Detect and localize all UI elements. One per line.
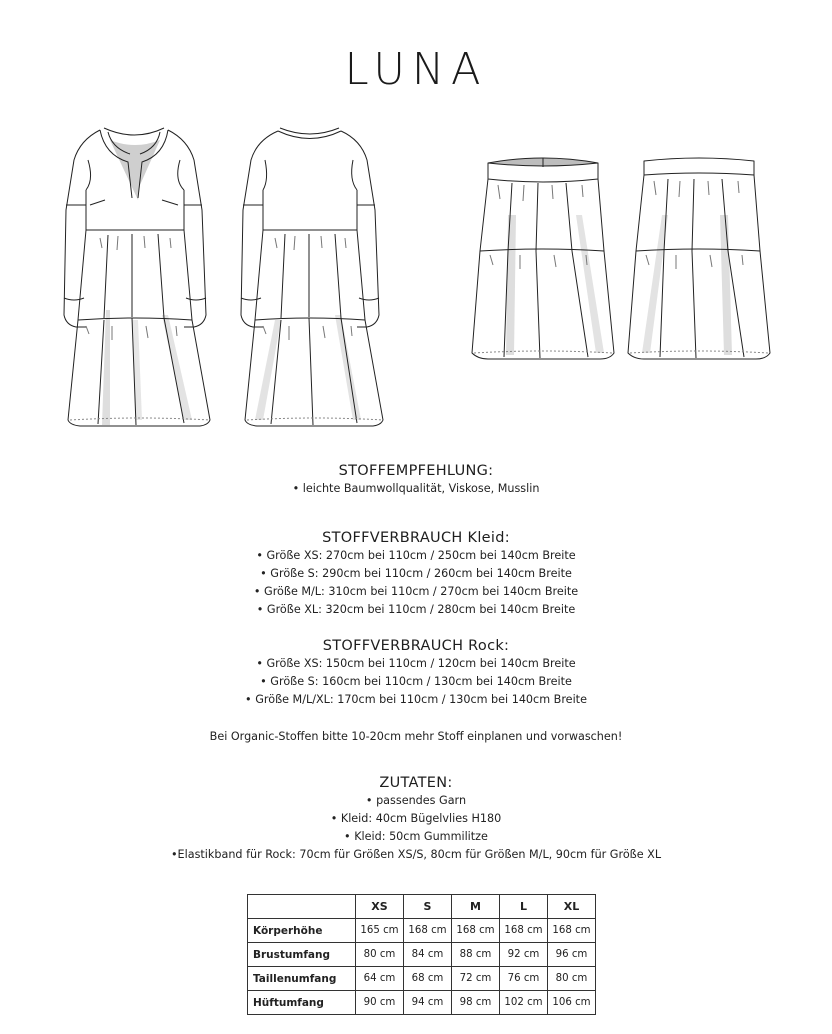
table-cell: 102 cm: [500, 991, 548, 1015]
fabric-skirt-item: • Größe XS: 150cm bei 110cm / 120cm bei 140cm Breite: [256, 657, 576, 670]
notions-item: • Kleid: 40cm Bügelvlies H180: [330, 812, 502, 825]
pattern-title: LUNA: [344, 44, 488, 95]
fabric-dress-item: • Größe XS: 270cm bei 110cm / 250cm bei 140cm Breite: [256, 549, 576, 562]
skirt-front-illustration: [468, 155, 618, 365]
table-cell: 80 cm: [548, 967, 596, 991]
fabric-recommendation-heading: STOFFEMPFEHLUNG:: [338, 463, 494, 479]
table-cell: 88 cm: [452, 943, 500, 967]
fabric-dress-section: [0, 529, 832, 619]
technical-drawings: [0, 0, 832, 460]
size-table-corner: [248, 895, 356, 919]
size-header-s: S: [404, 895, 452, 919]
notions-item: • passendes Garn: [365, 794, 467, 807]
table-row: [248, 919, 596, 943]
dress-front-illustration: [60, 120, 220, 430]
table-cell: 92 cm: [500, 943, 548, 967]
row-label: Brustumfang: [248, 943, 356, 967]
table-cell: 94 cm: [404, 991, 452, 1015]
size-table-header-row: [248, 895, 596, 919]
row-label: Taillenumfang: [248, 967, 356, 991]
fabric-recommendation-section: [0, 462, 832, 498]
size-header-m: M: [452, 895, 500, 919]
fabric-dress-item: • Größe XL: 320cm bei 110cm / 280cm bei 140cm Breite: [256, 603, 576, 616]
table-cell: 96 cm: [548, 943, 596, 967]
table-cell: 68 cm: [404, 967, 452, 991]
fabric-skirt-section: [0, 637, 832, 709]
notions-section: [0, 774, 832, 864]
table-cell: 168 cm: [404, 919, 452, 943]
table-row: [248, 967, 596, 991]
row-label: Hüftumfang: [248, 991, 356, 1015]
table-cell: 98 cm: [452, 991, 500, 1015]
notions-item: • Kleid: 50cm Gummilitze: [344, 830, 488, 843]
table-cell: 106 cm: [548, 991, 596, 1015]
size-header-xs: XS: [356, 895, 404, 919]
table-cell: 90 cm: [356, 991, 404, 1015]
fabric-recommendation-item: • leichte Baumwollqualität, Viskose, Musslin: [292, 482, 540, 495]
fabric-skirt-item: • Größe S: 160cm bei 110cm / 130cm bei 140cm Breite: [260, 675, 572, 688]
fabric-dress-heading: STOFFVERBRAUCH Kleid:: [322, 530, 510, 546]
table-cell: 168 cm: [548, 919, 596, 943]
table-row: [248, 991, 596, 1015]
table-cell: 168 cm: [500, 919, 548, 943]
fabric-skirt-heading: STOFFVERBRAUCH Rock:: [322, 638, 510, 654]
table-row: [248, 943, 596, 967]
table-cell: 165 cm: [356, 919, 404, 943]
size-header-xl: XL: [548, 895, 596, 919]
organic-note-section: [0, 728, 832, 746]
notions-item: •Elastikband für Rock: 70cm für Größen XS/S, 80cm für Größen M/L, 90cm für Größe XL: [170, 848, 662, 861]
fabric-skirt-item: • Größe M/L/XL: 170cm bei 110cm / 130cm bei 140cm Breite: [245, 693, 587, 706]
table-cell: 64 cm: [356, 967, 404, 991]
size-header-l: L: [500, 895, 548, 919]
table-cell: 168 cm: [452, 919, 500, 943]
table-cell: 84 cm: [404, 943, 452, 967]
table-cell: 72 cm: [452, 967, 500, 991]
row-label: Körperhöhe: [248, 919, 356, 943]
fabric-dress-item: • Größe M/L: 310cm bei 110cm / 270cm bei 140cm Breite: [253, 585, 579, 598]
table-cell: 80 cm: [356, 943, 404, 967]
notions-heading: ZUTATEN:: [379, 775, 453, 791]
size-table: [247, 894, 596, 1015]
organic-note: Bei Organic-Stoffen bitte 10-20cm mehr Stoff einplanen und vorwaschen!: [209, 730, 623, 743]
table-cell: 76 cm: [500, 967, 548, 991]
skirt-back-illustration: [624, 155, 774, 365]
dress-back-illustration: [235, 120, 395, 430]
fabric-dress-item: • Größe S: 290cm bei 110cm / 260cm bei 140cm Breite: [260, 567, 572, 580]
